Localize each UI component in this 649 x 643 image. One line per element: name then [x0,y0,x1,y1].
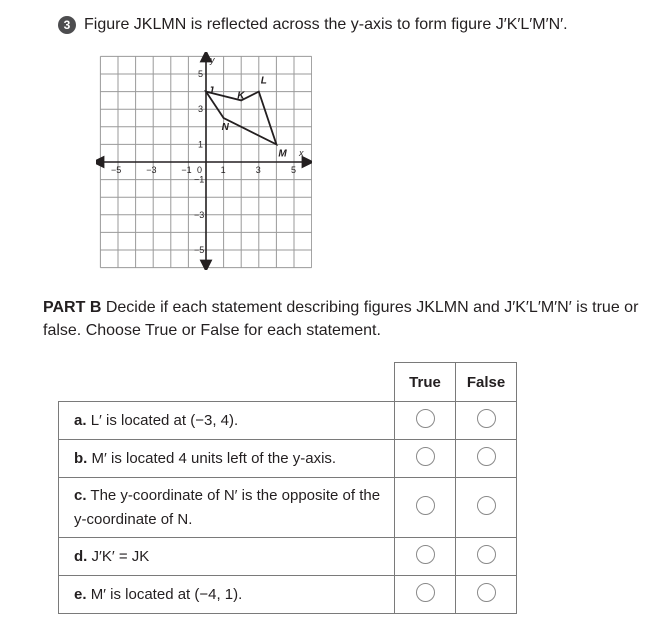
radio-false-d[interactable] [477,545,496,564]
part-b-instructions [43,296,643,342]
part-b-label: PART B [43,299,102,316]
radio-false-b[interactable] [477,447,496,466]
table-row [59,478,517,538]
vertex-label-k: K [237,90,245,102]
vertex-label-j: J [208,85,214,97]
table-row [59,440,517,478]
radio-true-c[interactable] [416,496,435,515]
table-header-row [59,363,517,402]
row-letter: a. [74,411,87,429]
radio-false-e[interactable] [477,583,496,602]
row-letter: d. [74,547,88,565]
problem-text: Figure JKLMN is reflected across the y-axis to form figure J′K′L′M′N′. [84,16,568,33]
problem-number-badge: 3 [58,16,76,34]
x-tick-label: 3 [255,165,261,175]
row-text: M′ is located 4 units left of the y-axis. [91,449,337,467]
row-text: L′ is located at (−3, 4). [90,411,239,429]
y-tick-label: 5 [198,69,204,79]
radio-true-b[interactable] [416,447,435,466]
vertex-label-l: L [260,75,267,87]
header-false: False [456,363,517,402]
vertex-labels [208,76,287,160]
problem-header [58,16,568,34]
vertex-label-n: N [221,122,229,133]
radio-true-d[interactable] [416,545,435,564]
row-text: J′K′ = JK [91,547,150,565]
row-letter: c. [74,486,87,504]
statements-table [58,362,517,614]
x-tick-label: −5 [111,165,122,175]
header-true: True [395,363,456,402]
coordinate-graph [96,52,312,270]
x-tick-label: −3 [146,165,157,175]
y-tick-label: −3 [194,209,205,220]
x-tick-label: −1 [181,165,192,175]
part-b-text: Decide if each statement describing figures JKLMN and J′K′L′M′N′ is true or false. Choose True or False for each statement. [43,299,639,339]
row-letter: b. [74,449,88,467]
table-row [59,538,517,576]
table-row [59,402,517,440]
radio-true-e[interactable] [416,583,435,602]
row-text: The y-coordinate of N′ is the opposite of the y-coordinate of N. [74,486,381,528]
y-tick-label: 1 [198,139,204,150]
table-row [59,576,517,614]
y-tick-label: −5 [194,245,205,255]
vertex-label-m: M [278,148,287,160]
row-text: M′ is located at (−4, 1). [90,585,243,603]
x-tick-label: 5 [291,165,297,175]
x-tick-label: 1 [220,165,226,175]
row-letter: e. [74,585,87,603]
x-axis-label: x [299,148,304,158]
radio-false-c[interactable] [477,496,496,515]
y-tick-label: −1 [194,174,205,185]
y-axis-label: y [210,55,215,65]
y-tick-label: 3 [198,104,204,115]
radio-true-a[interactable] [416,409,435,428]
radio-false-a[interactable] [477,409,496,428]
origin-label: 0 [197,165,203,175]
